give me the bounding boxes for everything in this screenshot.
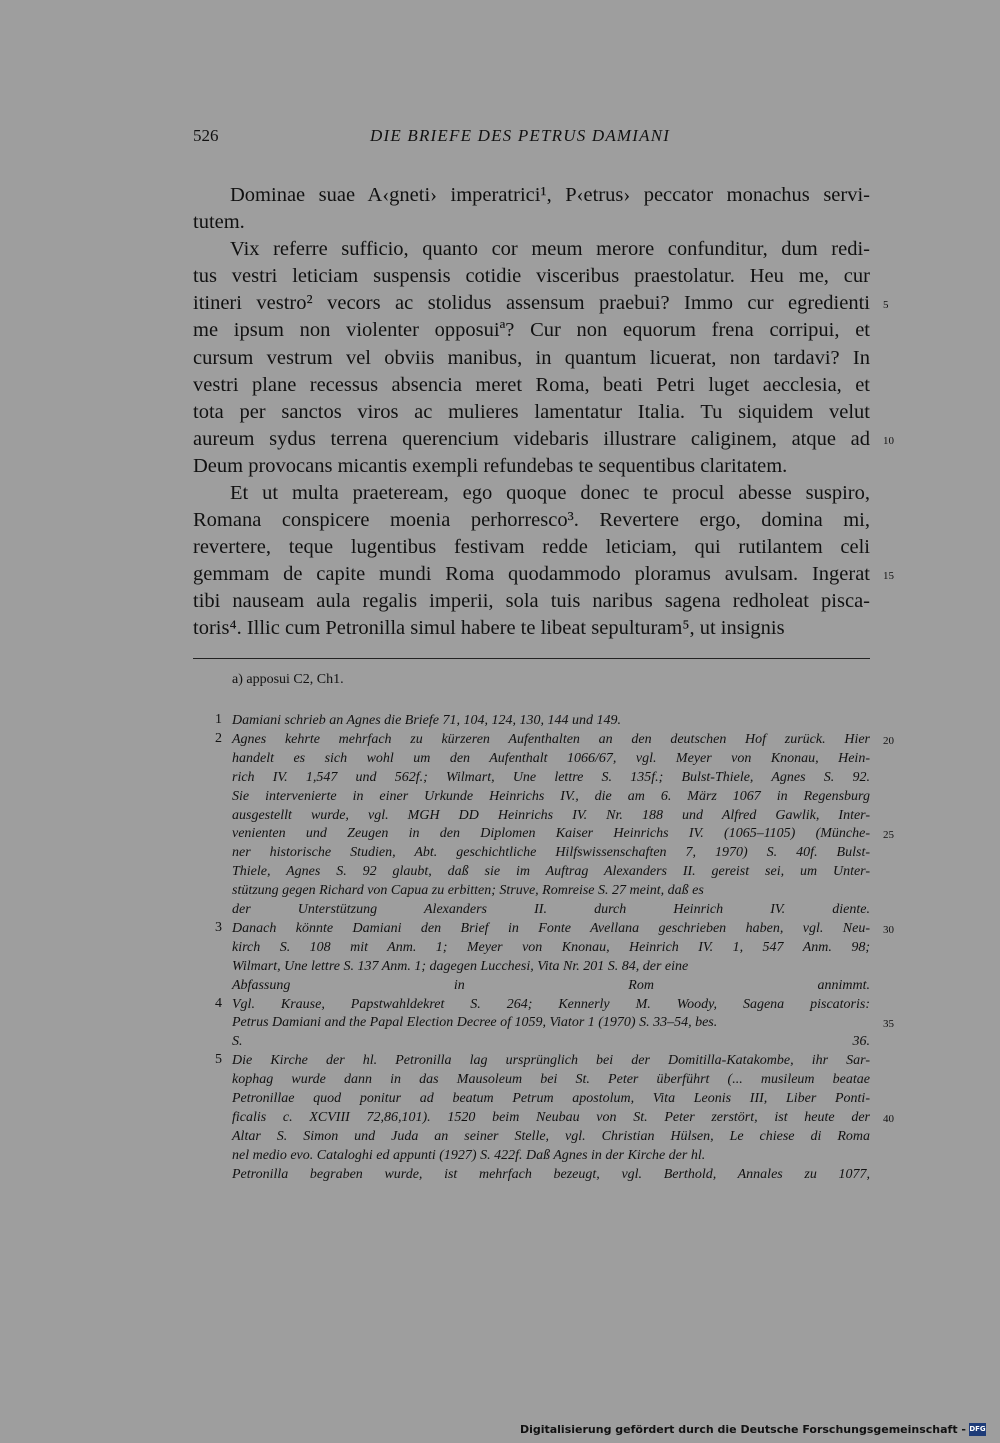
footnote-line: Die Kirche der hl. Petronilla lag ursprünglich bei der Domitilla-Katakombe, ihr Sar- xyxy=(232,1053,870,1068)
line-number: 35 xyxy=(883,1018,894,1030)
main-text-line: revertere, teque lugentibus festivam redde leticiam, qui rutilantem celi xyxy=(193,536,870,558)
line-number: 40 xyxy=(883,1113,894,1125)
line-number: 30 xyxy=(883,924,894,936)
main-text-line: toris⁴. Illic cum Petronilla simul habere te libeat sepulturam⁵, ut insignis xyxy=(193,617,785,639)
footnote-line: nel medio evo. Cataloghi ed appunti (1927) S. 422f. Daß Agnes in der Kirche der hl. xyxy=(232,1148,706,1163)
main-text-line: Dominae suae A‹gneti› imperatrici¹, P‹etrus› peccator monachus servi- xyxy=(230,184,870,206)
main-text-line: vestri plane recessus absencia meret Roma, beati Petri luget aecclesia, et xyxy=(193,374,870,396)
footnote-line: Abfassung in Rom annimmt. xyxy=(232,978,870,993)
line-number: 15 xyxy=(883,570,894,582)
page-number: 526 xyxy=(193,126,219,145)
footnote-line: kophag wurde dann in das Mausoleum bei St. Peter überführt (... musileum beatae xyxy=(232,1072,870,1087)
footnote-line: S. 36. xyxy=(232,1034,870,1049)
main-text-line: aureum sydus terrena querencium videbaris illustrare caliginem, atque ad xyxy=(193,428,870,450)
footnote-number: 5 xyxy=(215,1052,222,1067)
footnote-line: ausgestellt wurde, vgl. MGH DD Heinrichs IV. Nr. 188 und Alfred Gawlik, Inter- xyxy=(232,808,870,823)
critical-apparatus: a) apposui C2, Ch1. xyxy=(232,672,344,687)
footnote-line: der Unterstützung Alexanders II. durch Heinrich IV. diente. xyxy=(232,902,870,917)
footnote-line: ficalis c. XCVIII 72,86,101). 1520 beim Neubau von St. Peter zerstört, ist heute der xyxy=(232,1110,870,1125)
dfg-logo-icon: DFG xyxy=(969,1423,986,1436)
main-text-line: Deum provocans micantis exempli refundebas te sequentibus claritatem. xyxy=(193,455,788,477)
line-number: 20 xyxy=(883,735,894,747)
footnote-line: Petronilla begraben wurde, ist mehrfach bezeugt, vgl. Berthold, Annales zu 1077, xyxy=(232,1167,870,1182)
running-head: DIE BRIEFE DES PETRUS DAMIANI xyxy=(370,126,671,145)
main-text-line: tutem. xyxy=(193,211,245,233)
line-number: 25 xyxy=(883,829,894,841)
footnote-line: Altar S. Simon und Juda an seiner Stelle, vgl. Christian Hülsen, Le chiese di Roma xyxy=(232,1129,870,1144)
footnote-line: Petrus Damiani and the Papal Election Decree of 1059, Viator 1 (1970) S. 33–54, bes. xyxy=(232,1015,718,1030)
dfg-credit: Digitalisierung gefördert durch die Deutsche Forschungsgemeinschaft - xyxy=(519,1423,966,1436)
main-text-line: Vix referre sufficio, quanto cor meum merore confunditur, dum redi- xyxy=(230,238,870,260)
footnote-line: Damiani schrieb an Agnes die Briefe 71, 104, 124, 130, 144 und 149. xyxy=(232,713,621,728)
footnote-number: 4 xyxy=(215,996,222,1011)
footnote-line: Thiele, Agnes S. 92 glaubt, daß sie im Auftrag Alexanders II. gereist sei, um Unter- xyxy=(232,864,870,879)
footnote-number: 3 xyxy=(215,920,222,935)
footnote-line: ner historische Studien, Abt. geschichtliche Hilfswissenschaften 7, 1970) S. 40f. Bulst- xyxy=(232,845,870,860)
main-text-line: itineri vestro² vecors ac stolidus assensum praebui? Immo cur egredienti xyxy=(193,292,870,314)
footnote-line: Petronillae quod ponitur ad beatum Petrum apostolum, Vita Leonis III, Liber Ponti- xyxy=(232,1091,870,1106)
footnote-line: Danach könnte Damiani den Brief in Fonte Avellana geschrieben haben, vgl. Neu- xyxy=(232,921,870,936)
footnote-line: handelt es sich wohl um den Aufenthalt 1066/67, vgl. Meyer von Knonau, Hein- xyxy=(232,751,870,766)
footnote-line: rich IV. 1,547 und 562f.; Wilmart, Une lettre S. 135f.; Bulst-Thiele, Agnes S. 92. xyxy=(232,770,870,785)
main-text-line: Romana conspicere moenia perhorresco³. Revertere ergo, domina mi, xyxy=(193,509,870,531)
main-text-line: tus vestri leticiam suspensis cotidie visceribus praestolatur. Heu me, cur xyxy=(193,265,870,287)
footnote-line: Sie intervenierte in einer Urkunde Heinrichs IV., die am 6. März 1067 in Regensburg xyxy=(232,789,870,804)
footnote-number: 2 xyxy=(215,731,222,746)
footnote-line: Vgl. Krause, Papstwahldekret S. 264; Kennerly M. Woody, Sagena piscatoris: xyxy=(232,997,870,1012)
footnote-number: 1 xyxy=(215,712,222,727)
line-number: 5 xyxy=(883,299,889,311)
footnote-line: Agnes kehrte mehrfach zu kürzeren Aufenthalten an den deutschen Hof zurück. Hier xyxy=(232,732,870,747)
main-text-line: tota per sanctos viros ac mulieres lamentatur Italia. Tu siquidem velut xyxy=(193,401,870,423)
main-text-line: tibi nauseam aula regalis imperii, sola tuis naribus sagena redholeat pisca- xyxy=(193,590,870,612)
main-text-line: me ipsum non violenter opposuiª? Cur non equorum frena corripui, et xyxy=(193,319,870,341)
footnote-line: stützung gegen Richard von Capua zu erbitten; Struve, Romreise S. 27 meint, daß es xyxy=(232,883,704,898)
footnote-line: Wilmart, Une lettre S. 137 Anm. 1; dagegen Lucchesi, Vita Nr. 201 S. 84, der eine xyxy=(232,959,689,974)
footnote-divider xyxy=(193,658,870,659)
footnote-line: kirch S. 108 mit Anm. 1; Meyer von Knonau, Heinrich IV. 1, 547 Anm. 98; xyxy=(232,940,870,955)
footnote-line: venienten und Zeugen in den Diplomen Kaiser Heinrichs IV. (1065–1105) (Münche- xyxy=(232,826,870,841)
main-text-line: cursum vestrum vel obviis manibus, in quantum licuerat, non tardavi? In xyxy=(193,347,870,369)
main-text-line: gemmam de capite mundi Roma quodammodo ploramus avulsam. Ingerat xyxy=(193,563,870,585)
main-text-line: Et ut multa praeteream, ego quoque donec te procul abesse suspiro, xyxy=(230,482,870,504)
line-number: 10 xyxy=(883,435,894,447)
